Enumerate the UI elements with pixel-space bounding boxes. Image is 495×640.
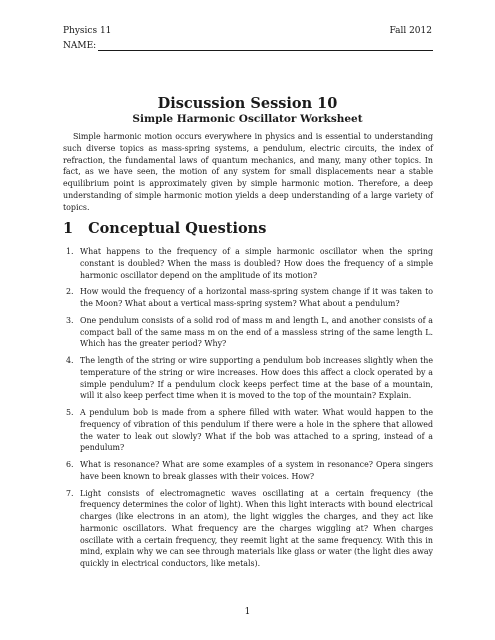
question-number: 5.: [66, 408, 74, 417]
name-field: [63, 41, 433, 51]
section-title: Conceptual Questions: [88, 220, 267, 237]
question-text: What is resonance? What are some examples of a system in resonance? Opera singers have been known to break glasses with their voices. How?: [80, 460, 433, 481]
term-label: Fall 2012: [389, 26, 432, 36]
question-number: 7.: [66, 488, 74, 498]
question-item: [63, 355, 433, 402]
question-text: How would the frequency of a horizontal mass-spring system change if it was taken to the Moon? What about a vertical mass-spring system? What about a pendulum?: [80, 287, 433, 308]
question-list: [63, 246, 433, 575]
question-item: [63, 488, 433, 570]
course-label: Physics 11: [63, 26, 112, 36]
question-item: [63, 286, 433, 310]
question-text: A pendulum bob is made from a sphere filled with water. What would happen to the frequency of vibration of this pendulum if there were a hole in the sphere that allowed the water to leak out slowly? What if the bob was attached to a spring, instead of a pendulum?: [80, 408, 433, 453]
question-number: 1.: [66, 247, 74, 256]
question-item: [63, 246, 433, 281]
question-number: 6.: [66, 460, 74, 469]
page-number: 1: [244, 607, 251, 617]
question-item: [63, 459, 433, 483]
question-text: One pendulum consists of a solid rod of mass m and length L, and another consists of a compact ball of the same mass m on the end of a massless string of the same length L. Which has the greater period? Why?: [80, 315, 433, 349]
question-text: The length of the string or wire supporting a pendulum bob increases slightly when the temperature of the string or wire increases. How does this affect a clock operated by a simple pendulum? If a pendulum clock keeps perfect time at the base of a mountain, will it also keep perfect time when it is moved to the top of the mountain? Explain.: [80, 356, 433, 401]
page-title: Discussion Session 10: [157, 95, 338, 112]
page-subtitle: Simple Harmonic Oscillator Worksheet: [132, 113, 363, 125]
question-number: 3.: [66, 315, 74, 325]
intro-paragraph: Simple harmonic motion occurs everywhere in physics and is essential to understanding such diverse topics as mass-spring systems, a pendulum, electric circuits, the index of refraction, the fundamental laws of quantum mechanics, and many, many other topics. In fact, as we have seen, the motion of any system for small displacements near a stable equilibrium point is approximately given by simple harmonic motion. Therefore, a deep understanding of simple harmonic motion yields a deep understanding of a large variety of topics.: [63, 132, 433, 212]
question-item: [63, 315, 433, 350]
question-number: 2.: [66, 287, 74, 297]
section-heading: [63, 220, 433, 237]
name-label: NAME:: [63, 41, 97, 51]
question-text: Light consists of electromagnetic waves oscillating at a certain frequency (the frequency determines the color of light). When this light interacts with bound electrical charges (like electrons in an atom), the light wiggles the charges, and they act like harmonic oscillators. What frequency are the charges wiggling at? When charges oscillate with a certain frequency, they reemit light at the same frequency. With this in mind, explain why we can see through materials like glass or water (the light dies away quickly in electrical conductors, like metals).: [80, 488, 433, 568]
name-blank-line: [98, 41, 433, 51]
page-header: [63, 26, 432, 36]
question-number: 4.: [66, 356, 74, 365]
question-text: What happens to the frequency of a simple harmonic oscillator when the spring constant is doubled? When the mass is doubled? How does the frequency of a simple harmonic oscillator depend on the amplitude of its motion?: [80, 247, 433, 280]
question-item: [63, 407, 433, 454]
section-number: 1: [63, 220, 74, 237]
